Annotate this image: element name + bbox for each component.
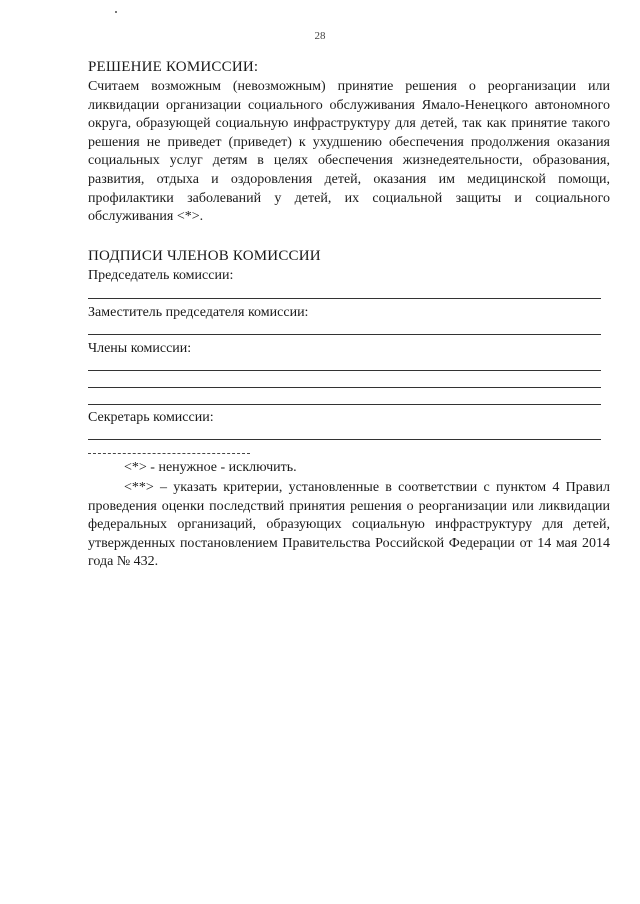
signatures-heading: ПОДПИСИ ЧЛЕНОВ КОМИССИИ <box>88 248 321 264</box>
chairman-label: Председатель комиссии: <box>88 268 234 283</box>
page-number: 28 <box>314 30 326 42</box>
scan-speck <box>115 11 117 13</box>
secretary-signature-line <box>88 439 601 440</box>
deputy-label: Заместитель председателя комиссии: <box>88 305 309 320</box>
member-signature-line <box>88 370 601 371</box>
decision-text: Считаем возможным (невозможным) принятие решения о реорганизации или ликвидации организации социального обслуживания Ямало-Ненецкого автономного округа, образующей социальную инфраструктуру для детей, так как принятие такого решения не приведет (приведет) к ухудшению обеспечения продолжения оказания социальных услуг детям в целях обеспечения жизнедеятельности, образования, развития, отдыха и оздоровления детей, оказания им медицинской помощи, профилактики заболеваний у детей, их социальной защиты и социального обслуживания <*>. <box>88 79 610 225</box>
members-label: Члены комиссии: <box>88 341 192 356</box>
deputy-signature-line <box>88 334 601 335</box>
footnote-separator <box>88 453 250 454</box>
footnote-1: <*> - ненужное - исключить. <box>124 460 297 475</box>
footnote-2: <**> – указать критерии, установленные в соответствии с пунктом 4 Правил проведения оценки последствий принятия решения о реорганизации или ликвидации федеральных организаций, образующих социальную инфраструктуру для детей, утвержденных постановлением Правительства Российской Федерации от 14 мая 2014 года № 432. <box>88 480 610 570</box>
member-signature-line <box>88 404 601 405</box>
secretary-label: Секретарь комиссии: <box>88 410 214 425</box>
member-signature-line <box>88 387 601 388</box>
chairman-signature-line <box>88 298 601 299</box>
decision-heading: РЕШЕНИЕ КОМИССИИ: <box>88 59 259 75</box>
